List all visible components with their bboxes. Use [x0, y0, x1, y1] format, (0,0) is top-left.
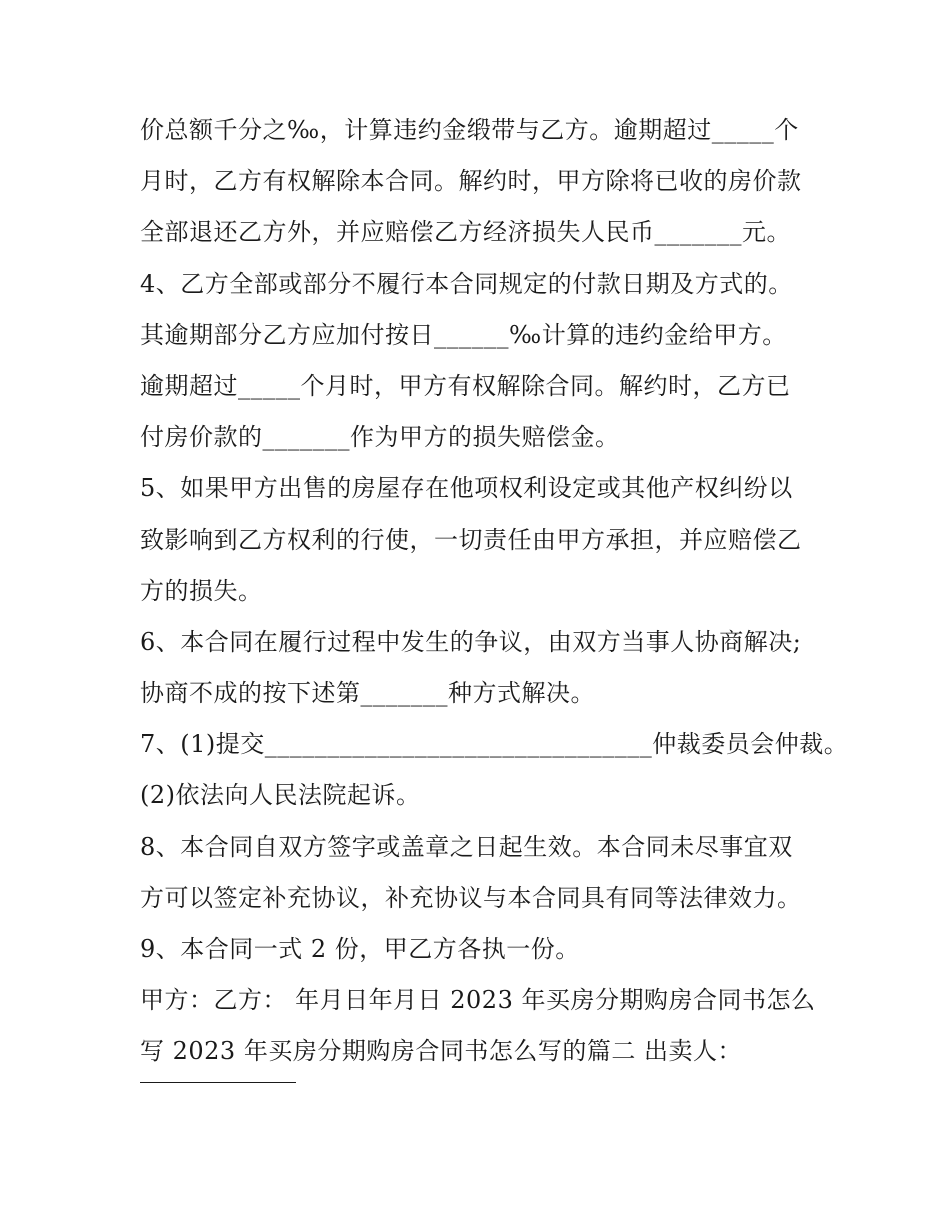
text-line: 方可以签定补充协议，补充协议与本合同具有同等法律效力。 — [140, 883, 802, 912]
clause-7-line: 7、(1)提交_______________________________仲裁委员会仲裁。 — [140, 730, 849, 759]
text-line: 写 2023 年买房分期购房合同书怎么写的篇二 出卖人： — [140, 1037, 742, 1066]
document-body — [140, 105, 849, 1083]
text-line: 其逾期部分乙方应加付按日______‰计算的违约金给甲方。 — [140, 320, 787, 349]
clause-5-line: 5、如果甲方出售的房屋存在他项权利设定或其他产权纠纷以 — [140, 474, 793, 503]
text-line: (2)依法向人民法院起诉。 — [140, 781, 421, 810]
clause-6-line: 6、本合同在履行过程中发生的争议，由双方当事人协商解决; — [140, 627, 802, 656]
text-line: 协商不成的按下述第_______种方式解决。 — [140, 679, 595, 708]
text-line: 价总额千分之‰，计算违约金缎带与乙方。逾期超过_____个 — [140, 116, 799, 144]
signature-line-text: 甲方：乙方： 年月日年月日 2023 年买房分期购房合同书怎么 — [140, 986, 816, 1015]
clause-9-line: 9、本合同一式 2 份，甲乙方各执一份。 — [140, 935, 580, 963]
text-line: 付房价款的_______作为甲方的损失赔偿金。 — [140, 423, 620, 452]
text-line: 全部退还乙方外，并应赔偿乙方经济损失人民币_______元。 — [140, 218, 791, 247]
seller-blank-underline — [140, 1082, 296, 1083]
text-line: 逾期超过_____个月时，甲方有权解除合同。解约时，乙方已 — [140, 371, 791, 400]
text-line: 致影响到乙方权利的行使，一切责任由甲方承担，并应赔偿乙 — [140, 525, 802, 554]
clause-8-line: 8、本合同自双方签字或盖章之日起生效。本合同未尽事宜双 — [140, 832, 793, 861]
clause-4-line: 4、乙方全部或部分不履行本合同规定的付款日期及方式的。 — [140, 269, 793, 298]
text-line: 方的损失。 — [140, 576, 263, 605]
text-line: 月时，乙方有权解除本合同。解约时，甲方除将已收的房价款 — [140, 167, 802, 196]
